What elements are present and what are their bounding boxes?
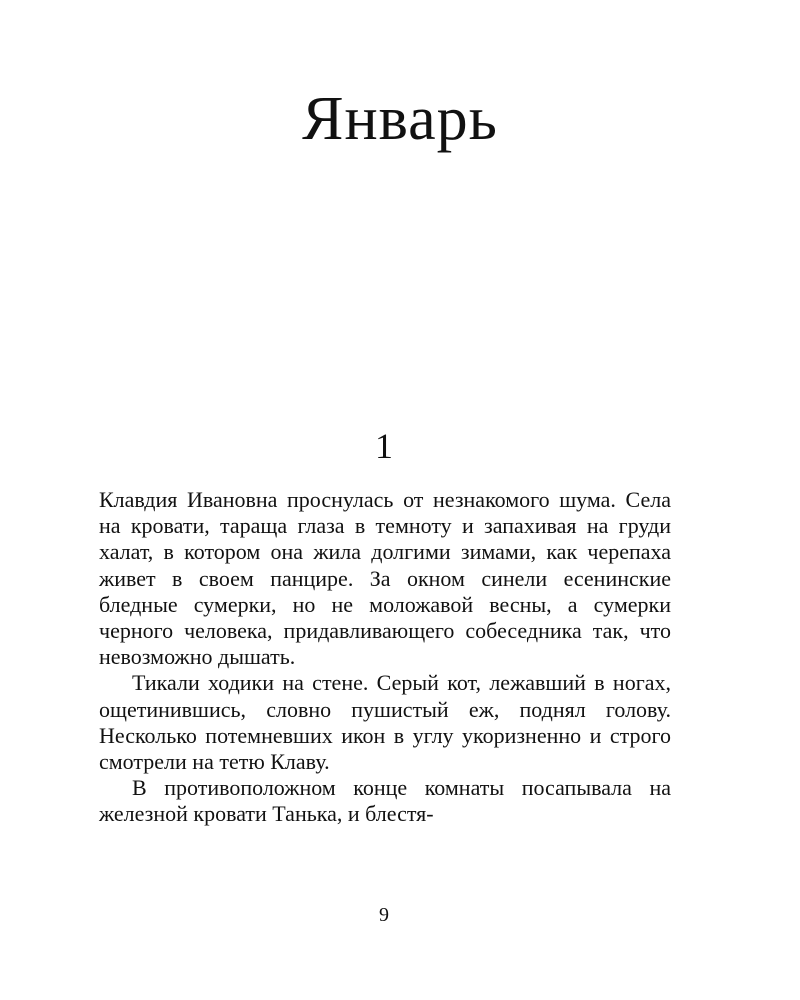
paragraph-1: Клавдия Ивановна проснулась от незнакомого шума. Села на кровати, тараща глаза в темноту и запахивая на груди халат, в котором она жила долгими зимами, как черепаха живет в своем панцире. За окном синели есенинские бледные сумерки, но не моложавой весны, а сумерки черного человека, придавливающего собеседника так, что невозможно дышать. bbox=[99, 487, 671, 670]
paragraph-2: Тикали ходики на стене. Серый кот, лежавший в ногах, ощетинившись, словно пушистый еж, поднял голову. Несколько потемневших икон в углу укоризненно и строго смотрели на тетю Клаву. bbox=[99, 670, 671, 775]
body-text bbox=[99, 487, 671, 828]
chapter-title: Январь bbox=[302, 85, 498, 153]
section-number: 1 bbox=[375, 426, 393, 466]
page-number: 9 bbox=[379, 904, 389, 926]
paragraph-3: В противоположном конце комнаты посапывала на железной кровати Танька, и блестя- bbox=[99, 775, 671, 827]
